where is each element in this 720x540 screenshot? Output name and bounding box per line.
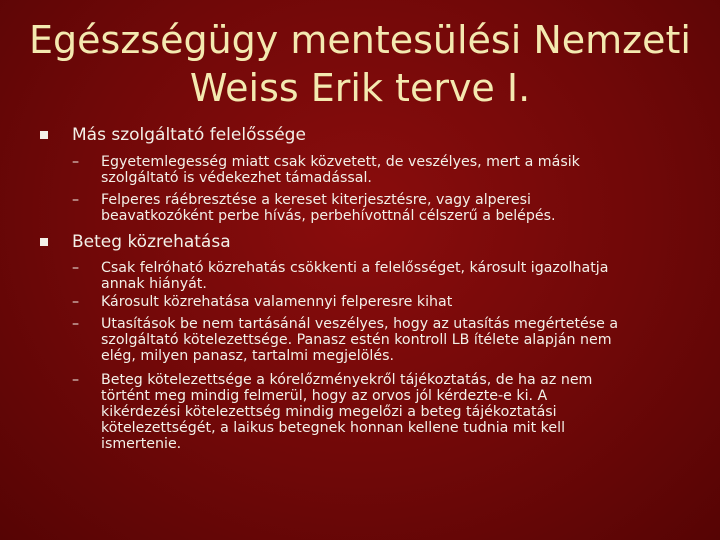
title-line-1: Egészségügy mentesülési Nemzeti [29,18,691,62]
dash-icon: – [72,154,80,170]
square-bullet-icon [40,238,48,246]
sub-bullet-line: beavatkozóként perbe hívás, perbehívottnál célszerű a belépés. [101,208,556,224]
sub-bullet-line: Károsult közrehatása valamennyi felperesre kihat [101,294,453,310]
dash-icon: – [72,372,80,388]
slide-title [20,16,700,112]
sub-bullet-line: Beteg kötelezettsége a kórelőzményekről tájékoztatás, de ha az nem [101,372,593,388]
title-line-2: Weiss Erik terve I. [189,66,531,110]
sub-bullet-line: Egyetemlegesség miatt csak közvetett, de veszélyes, mert a másik [101,154,580,170]
dash-icon: – [72,316,80,332]
square-bullet-icon [40,131,48,139]
sub-bullet-line: annak hiányát. [101,276,207,292]
sub-bullet-line: szolgáltató is védekezhet támadással. [101,170,372,186]
sub-bullet-line: kikérdezési kötelezettség mindig megelőzi a beteg tájékoztatási [101,404,557,420]
sub-bullet-line: Csak felróható közrehatás csökkenti a felelősséget, károsult igazolhatja [101,260,609,276]
dash-icon: – [72,294,80,310]
sub-bullet-line: elég, milyen panasz, tartalmi megjelölés. [101,348,394,364]
section-heading: Beteg közrehatása [72,232,231,252]
sub-bullet-line: kötelezettségét, a laikus betegnek honnan kellene tudnia mit kell [101,420,566,436]
sub-bullet-line: történt meg mindig felmerül, hogy az orvos jól kérdezte-e ki. A [101,388,548,404]
sub-bullet-line: ismertenie. [101,436,182,452]
sub-bullet-line: szolgáltató kötelezettsége. Panasz estén kontroll LB ítélete alapján nem [101,332,612,348]
dash-icon: – [72,260,80,276]
sub-bullet-line: Felperes ráébresztése a kereset kiterjesztésre, vagy alperesi [101,192,531,208]
sub-bullet-line: Utasítások be nem tartásánál veszélyes, hogy az utasítás megértetése a [101,316,619,332]
section-heading: Más szolgáltató felelőssége [72,125,306,145]
dash-icon: – [72,192,80,208]
